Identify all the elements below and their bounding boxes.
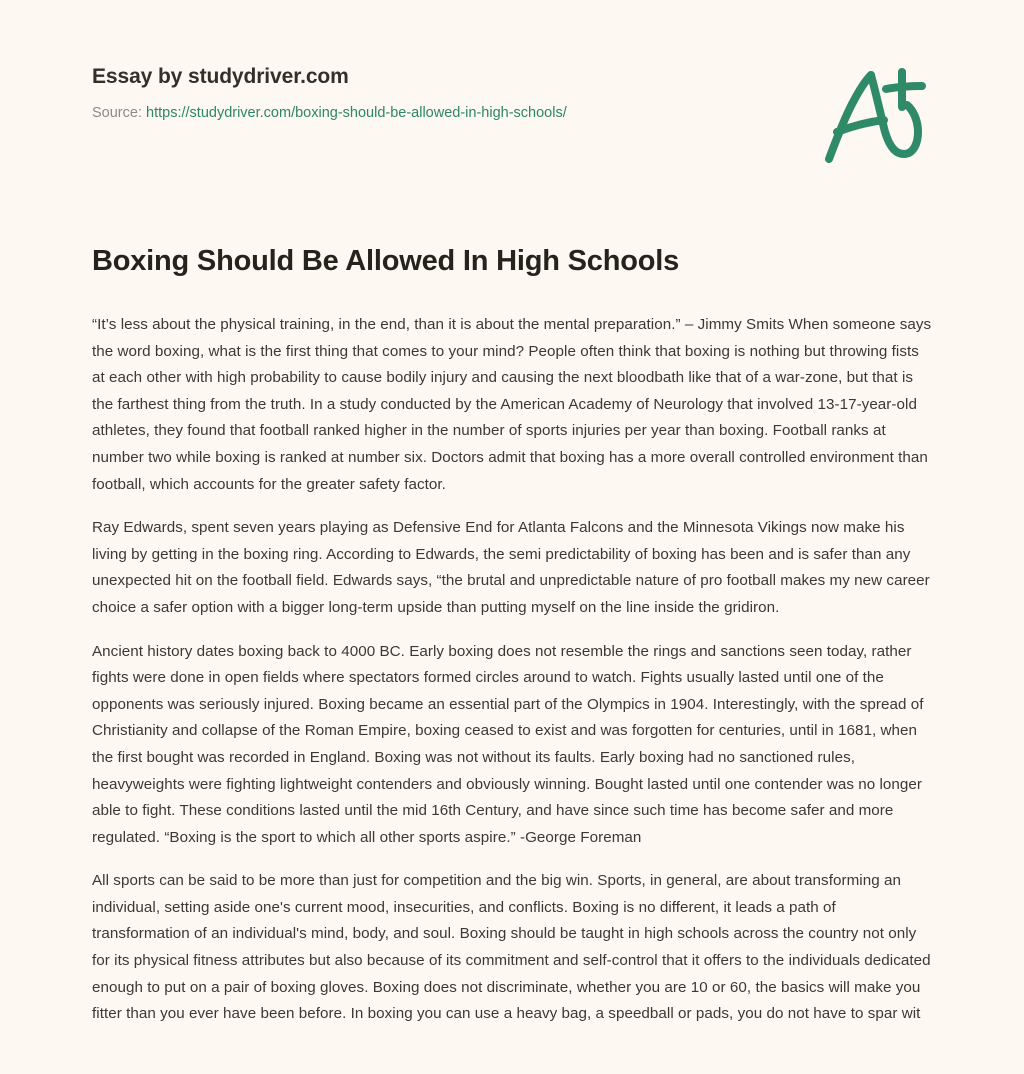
source-label: Source: <box>92 105 142 122</box>
a-plus-logo <box>812 56 934 174</box>
source-url-link[interactable]: https://studydriver.com/boxing-should-be-allowed-in-high-schools/ <box>146 105 567 122</box>
document-header <box>92 64 932 123</box>
page-title: Boxing Should Be Allowed In High Schools <box>92 245 680 277</box>
paragraph: “It’s less about the physical training, in the end, than it is about the mental preparation.” – Jimmy Smits When someone says the word boxing, what is the first thing that comes to your mind? People often think that boxing is nothing but throwing fists at each other with high probability to cause bodily injury and causing the next bloodbath like that of a war-zone, but that is the farthest thing from the truth. In a study conducted by the American Academy of Neurology that involved 13-17-year-old athletes, they found that football ranked higher in the number of sports injuries per year than boxing. Football ranks at number two while boxing is ranked at number six. Doctors admit that boxing has a more overall controlled environment than football, which accounts for the greater safety factor. <box>92 316 932 493</box>
a-plus-logo-icon <box>812 56 934 174</box>
source-line <box>92 104 932 123</box>
paragraph: Ray Edwards, spent seven years playing as Defensive End for Atlanta Falcons and the Minnesota Vikings now make his living by getting in the boxing ring. According to Edwards, the semi predictability of boxing has been and is safer than any unexpected hit on the football field. Edwards says, “the brutal and unpredictable nature of pro football makes my new career choice a safer option with a bigger long-term upside than putting myself on the line inside the gridiron. <box>92 519 930 616</box>
essay-body <box>92 312 934 1028</box>
paragraph: All sports can be said to be more than just for competition and the big win. Sports, in general, are about transforming an individual, setting aside one's current mood, insecurities, and conflicts. Boxing is no different, it leads a path of transformation of an individual's mind, body, and soul. Boxing should be taught in high schools across the country not only for its physical fitness attributes but also because of its commitment and self-control that it offers to the individuals dedicated enough to put on a pair of boxing gloves. Boxing does not discriminate, whether you are 10 or 60, the basics will make you fitter than you ever have been before. In boxing you can use a heavy bag, a speedball or pads, you do not have to spar wit <box>92 872 931 1023</box>
essay-byline: Essay by studydriver.com <box>92 65 349 88</box>
paragraph: Ancient history dates boxing back to 4000 BC. Early boxing does not resemble the rings and sanctions seen today, rather fights were done in open fields where spectators formed circles around to watch. Fights usually lasted until one of the opponents was seriously injured. Boxing became an essential part of the Olympics in 1904. Interestingly, with the spread of Christianity and collapse of the Roman Empire, boxing ceased to exist and was forgotten for centuries, until in 1681, when the first bought was recorded in England. Boxing was not without its faults. Early boxing had no sanctioned rules, heavyweights were fighting lightweight contenders and obviously winning. Bought lasted until one contender was no longer able to fight. These conditions lasted until the mid 16th Century, and have since such time has become safer and more regulated. “Boxing is the sport to which all other sports aspire.” -George Foreman <box>92 642 924 846</box>
